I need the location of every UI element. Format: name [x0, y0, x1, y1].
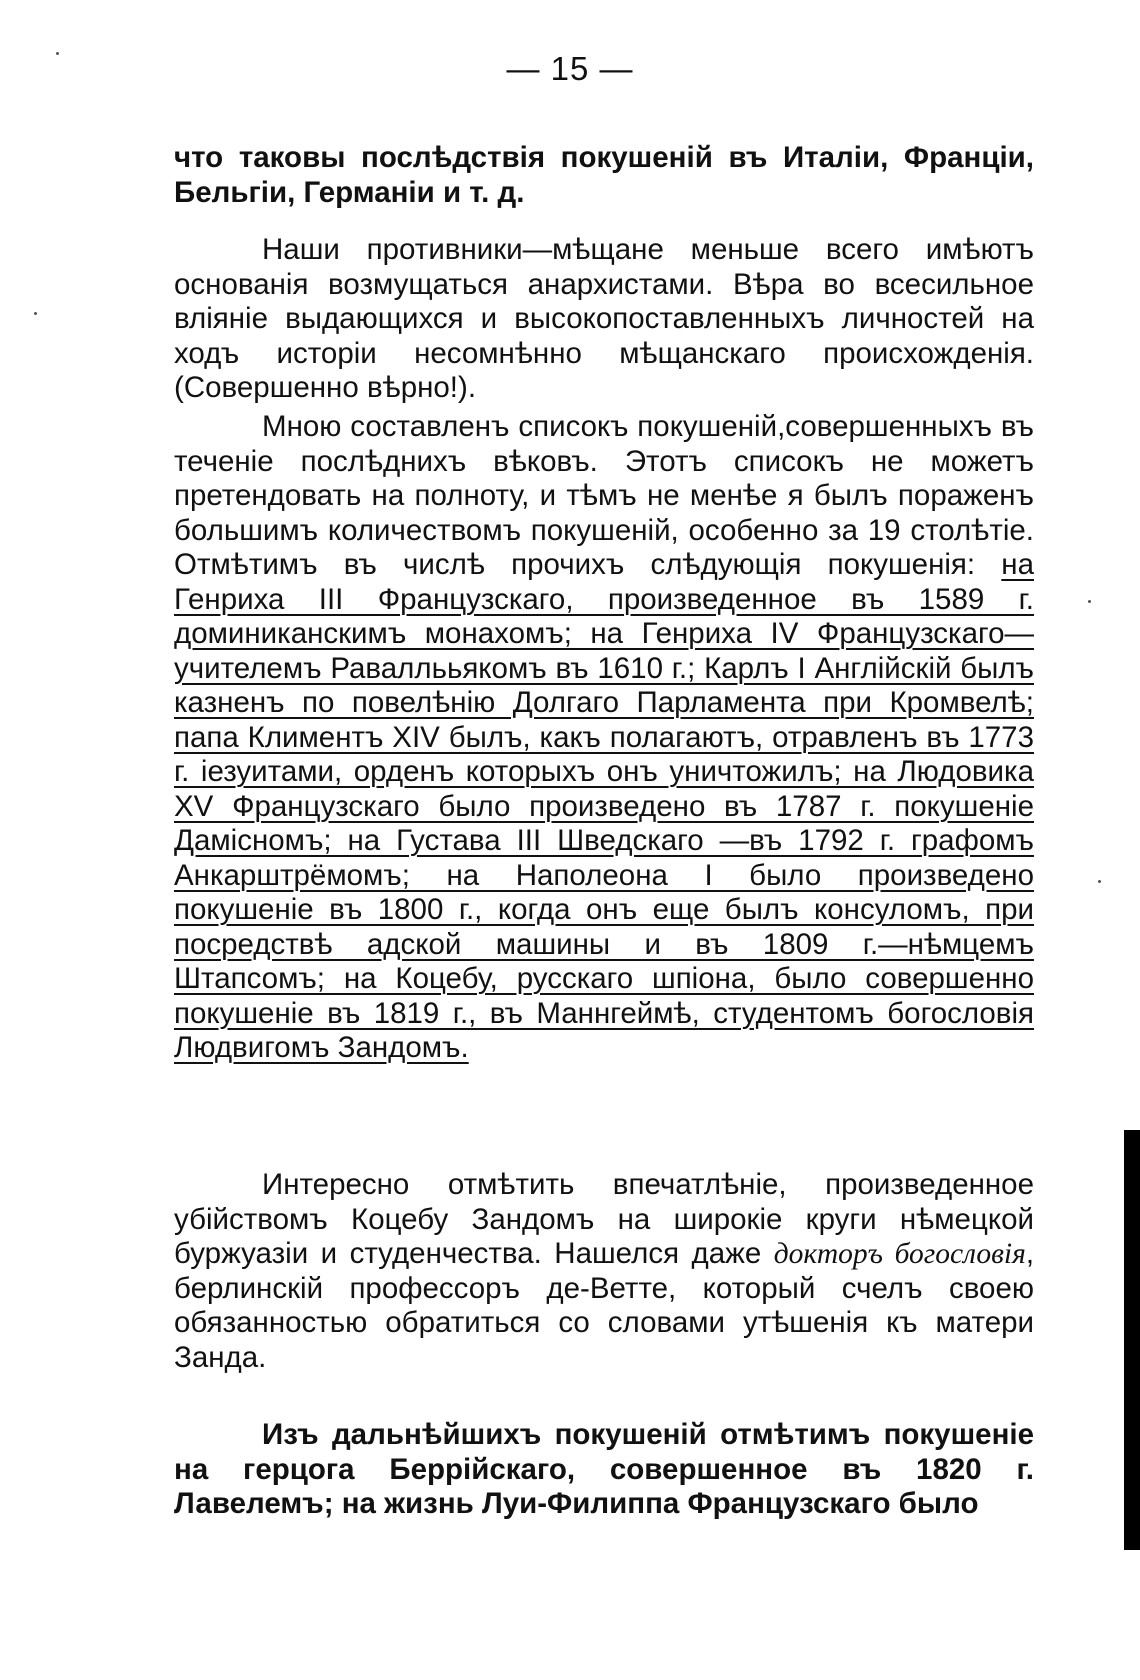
scan-edge-shadow: [1124, 1130, 1140, 1550]
paragraph-kotzebue-impression: [174, 1168, 1034, 1375]
italic-term: докторъ богословія: [773, 1238, 1026, 1270]
page-number: — 15 —: [506, 50, 634, 87]
paragraph-further-attempts: [174, 1418, 1034, 1522]
paragraph-text: Наши противники—мѣщане меньше всего имѣютъ основанія возмущаться анархистами. Вѣра во всесильное вліяніе выдающихся и высокопоставленныхъ личностей на ходъ исторіи несомнѣнно мѣщанскаго происхожденія. (Совершенно вѣрно!).: [174, 233, 1034, 404]
underlined-list: на Генриха III Французскаго, произведенное въ 1589 г. доминиканскимъ монахомъ; на Генриха IV Французскаго—учителемъ Раваллььякомъ въ 1610 г.; Карлъ I Англійскій былъ казненъ по повелѣнію Долгаго Парламента при Кромвелѣ; папа Климентъ XIV былъ, какъ полагаютъ, отравленъ въ 1773 г. іезуитами, орденъ которыхъ онъ уничтожилъ; на Людовика XV Французскаго было произведено въ 1787 г. покушеніе Дамісномъ; на Густава III Шведскаго —въ 1792 г. графомъ Анкарштрёмомъ; на Наполеона I было произведено покушеніе въ 1800 г., когда онъ еще былъ консуломъ, при посредствѣ адской машины и въ 1809 г.—нѣмцемъ Штапсомъ; на Коцебу, русскаго шпіона, было совершенно покушеніе въ 1819 г., въ Маннгеймѣ, студентомъ богословія Людвигомъ Зандомъ.: [174, 548, 1034, 1064]
paragraph-text: что таковы послѣдствія покушеній въ Италіи, Франціи, Бельгіи, Германіи и т. д.: [174, 141, 1034, 209]
paragraph-continuation: [174, 141, 1034, 210]
scan-speck: [56, 52, 59, 55]
paragraph-opponents: [174, 233, 1034, 406]
paragraph-start: Интересно отмѣтить впечатлѣніе, произведенное убійствомъ Коцебу Зандомъ на широкіе круги нѣмецкой буржуазіи и студенчества. Нашелся даже: [174, 1168, 1034, 1270]
paragraph-text: Изъ дальнѣйшихъ покушеній отмѣтимъ покушеніе на герцога Беррійскаго, совершенное въ 1820 г. Лавелемъ; на жизнь Луи-Филиппа Французскаго было: [174, 1418, 1034, 1520]
paragraph-text: [174, 410, 1034, 1066]
scan-speck: [1088, 600, 1091, 603]
paragraph-text: [174, 1168, 1034, 1375]
paragraph-end: , берлинскій профессоръ де-Ветте, который счелъ своею обязанностью обратиться со словами утѣшенія къ матери Занда.: [174, 1237, 1035, 1374]
scan-speck: [34, 312, 37, 315]
scan-speck: [1098, 880, 1101, 883]
paragraph-assassination-list: [174, 410, 1034, 1066]
paragraph-intro: Мною составленъ списокъ покушеній,совершенныхъ въ теченіе послѣднихъ вѣковъ. Этотъ списокъ не можетъ претендовать на полноту, и тѣмъ не менѣе я былъ пораженъ большимъ количествомъ покушеній, особенно за 19 столѣтіе. Отмѣтимъ въ числѣ прочихъ слѣдующія покушенія:: [174, 410, 1034, 581]
